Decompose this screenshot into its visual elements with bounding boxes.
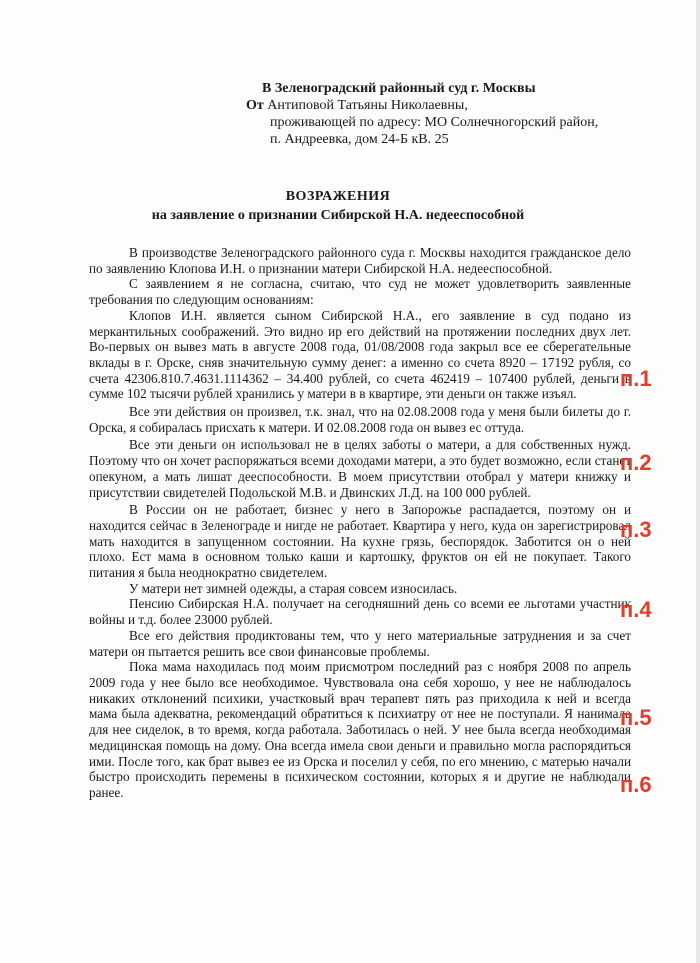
paragraph: Пока мама находилась под моим присмотром последний раз с ноября 2008 по апрель 2009 года у нее было все необходимое. Чувствовала она себя хорошо, у нее не наблюдалось никаких отклонений психики, участковый врач терапевт пять раз приходила к ней и всегда мама была адекватна, рекомендаций обратиться к психиатру от нее не поступали. Я нанимала для нее сиделок, в то время, когда работала. Заботилась о ней. У нее была всегда необходимая медицинская помощь на дому. Она всегда имела свои деньги и правильно могла распорядиться ими. После того, как брат вывез ее из Орска и поселил у себя, по его мнению, с матерью начали быстро происходить перемены в психическом состоянии, которых я и другие не наблюдали ранее. bbox=[89, 659, 631, 800]
document-body bbox=[89, 245, 631, 801]
paragraph: Клопов И.Н. является сыном Сибирской Н.А., его заявление в суд подано из меркантильных соображений. Это видно ир его действий на протяжении последних двух лет. Во-первых он вывез мать в августе 2008 года, 01/08/2008 года закрыл все ее сберегательные вклады в г. Орске, сняв значительную сумму денег: а именно со счета 8920 – 17192 рубля, со счета 42306.810.7.4631.1114362 – 34.400 рублей, со счета 462419 – 107400 рублей, деньги в сумме 102 тысячи рублей хранились у матери в в квартире, эти деньги он также изъял. bbox=[89, 307, 631, 402]
sender-line bbox=[246, 97, 646, 114]
paragraph: В России он не работает, бизнес у него в Запорожье распадается, поэтому он и находится сейчас в Зеленограде и нигде не работает. Квартира у него, куда он зарегистрировал мать находится в запущенном состоянии. На кухне грязь, беспорядок. Заботится он о ней плохо. Ест мама в основном только каши и картошку, фруктов он ей не покупает. Такого питания я была неоднократно свидетелем. bbox=[89, 502, 631, 581]
scan-edge-shadow bbox=[696, 0, 700, 963]
document-subtitle: на заявление о признании Сибирской Н.А. недееспособной bbox=[151, 208, 525, 223]
sender-address-line-2: п. Андреевка, дом 24-Б кВ. 25 bbox=[270, 132, 449, 147]
paragraph: В производстве Зеленоградского районного суда г. Москвы находится гражданское дело по заявлению Клопова И.Н. о признании матери Сибирской Н.А. недееспособной. bbox=[89, 245, 631, 276]
document-title: ВОЗРАЖЕНИЯ bbox=[285, 189, 391, 204]
paragraph: С заявлением я не согласна, считаю, что суд не может удовлетворить заявленные требования по следующим основаниям: bbox=[89, 276, 631, 308]
sender-prefix: От bbox=[246, 98, 264, 113]
section-marker-1: п.1 bbox=[620, 366, 652, 391]
section-marker-2: п.2 bbox=[620, 450, 652, 475]
paragraph: У матери нет зимней одежды, а старая совсем износилась. bbox=[129, 580, 458, 596]
section-marker-6: п.6 bbox=[620, 772, 652, 797]
paragraph: Все эти действия он произвел, т.к. знал, что на 02.08.2008 года у меня были билеты до г. Орска, я собиралась присхать к матери. И 02.08.2008 года он вывез ес оттуда. bbox=[89, 404, 631, 435]
section-marker-4: п.4 bbox=[620, 597, 652, 622]
sender-address-line-1: проживающей по адресу: МО Солнечногорский район, bbox=[270, 115, 599, 130]
court-addressee: В Зеленоградский районный суд г. Москвы bbox=[262, 81, 536, 96]
section-marker-5: п.5 bbox=[620, 705, 652, 730]
document-header bbox=[246, 80, 646, 148]
document-title-block bbox=[0, 187, 700, 225]
paragraph: Все эти деньги он использовал не в целях заботы о матери, а для собственных нужд. Поэтому что он хочет распоряжаться всеми доходами матери, а это будет возможно, если станет опекуном, а мать лишат дееспособности. В моем присутствии отобрал у матери книжку и присутствии свидетелей Подольской М.В. и Двинских Л.Д. на 100 000 рублей. bbox=[89, 437, 631, 500]
sender-name: Антиповой Татьяны Николаевны, bbox=[267, 98, 468, 113]
paragraph: Пенсию Сибирская Н.А. получает на сегодняшний день со всеми ее льготами участник войны и т.д. более 23000 рублей. bbox=[89, 596, 631, 628]
section-marker-3: п.3 bbox=[620, 517, 652, 542]
paragraph: Все его действия продиктованы тем, что у него материальные затруднения и за счет матери он пытается решить все свои финансовые проблемы. bbox=[89, 627, 631, 659]
